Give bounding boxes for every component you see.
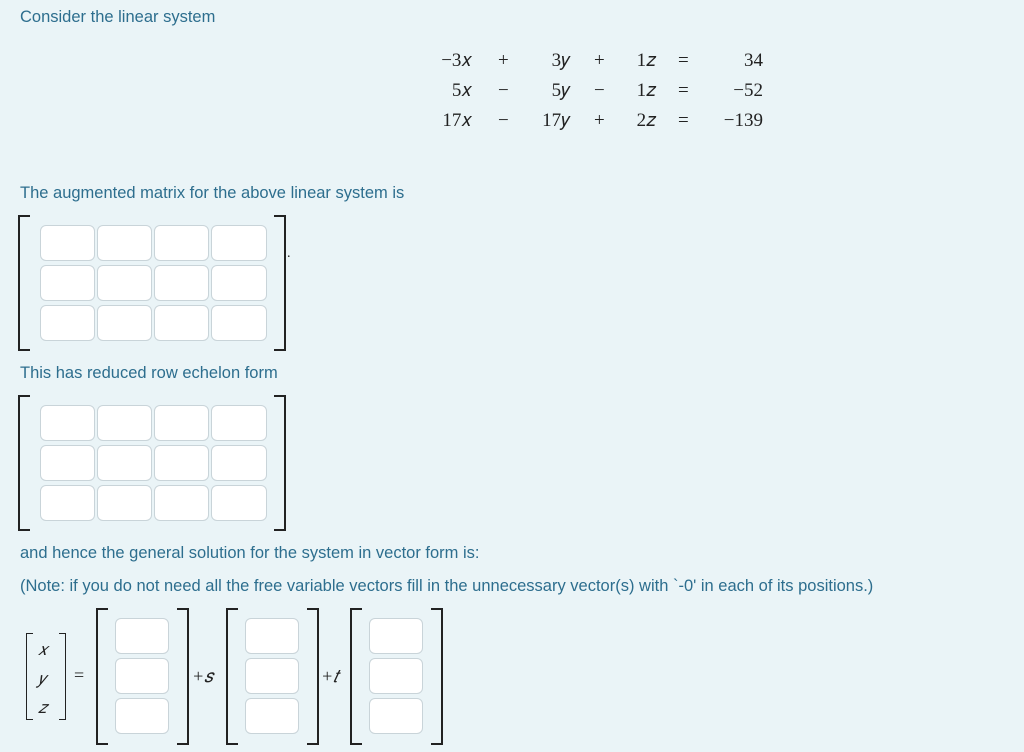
eq-r3-z: 2𝑧 [636, 110, 656, 131]
eq-r3-op1: − [498, 110, 509, 131]
t-vector-cell-3[interactable] [369, 698, 423, 734]
rref-cell-r2-c2[interactable] [97, 445, 152, 481]
eq-r2-z: 1𝑧 [636, 80, 656, 101]
aug-cell-r2-c1[interactable] [40, 265, 95, 301]
eq-r3-eq: = [678, 110, 689, 131]
aug-cell-r1-c4[interactable] [211, 225, 267, 261]
rref-bracket-right [274, 395, 286, 531]
plus-t-label: +𝑡 [321, 666, 339, 686]
rref-cell-r1-c3[interactable] [154, 405, 209, 441]
rref-label: This has reduced row echelon form [20, 364, 278, 382]
eq-r3-x: 17𝑥 [442, 110, 472, 131]
aug-cell-r3-c1[interactable] [40, 305, 95, 341]
rref-cell-r1-c4[interactable] [211, 405, 267, 441]
aug-cell-r2-c3[interactable] [154, 265, 209, 301]
general-solution-label: and hence the general solution for the system in vector form is: [20, 544, 480, 562]
eq-r2-rhs: −52 [733, 80, 763, 101]
var-vector-bracket-left [26, 633, 33, 720]
matrix-bracket-left [18, 215, 30, 351]
eq-r1-x: −3𝑥 [441, 50, 472, 71]
rref-cell-r1-c1[interactable] [40, 405, 95, 441]
aug-cell-r2-c4[interactable] [211, 265, 267, 301]
particular-bracket-left [96, 608, 108, 745]
aug-cell-r1-c3[interactable] [154, 225, 209, 261]
s-vector-cell-2[interactable] [245, 658, 299, 694]
rref-cell-r3-c1[interactable] [40, 485, 95, 521]
rref-cell-r1-c2[interactable] [97, 405, 152, 441]
particular-cell-1[interactable] [115, 618, 169, 654]
augmented-suffix: . [287, 246, 291, 261]
s-vector-cell-3[interactable] [245, 698, 299, 734]
var-x: 𝑥 [38, 640, 48, 659]
eq-r1-eq: = [678, 50, 689, 71]
s-vector-bracket-right [307, 608, 319, 745]
var-vector-bracket-right [59, 633, 66, 720]
t-vector-cell-1[interactable] [369, 618, 423, 654]
eq-r1-op1: + [498, 50, 509, 71]
eq-r1-y: 3𝑦 [551, 50, 570, 71]
particular-cell-3[interactable] [115, 698, 169, 734]
eq-r3-rhs: −139 [723, 110, 763, 131]
matrix-bracket-right [274, 215, 286, 351]
var-z: 𝑧 [38, 698, 47, 717]
aug-cell-r2-c2[interactable] [97, 265, 152, 301]
s-vector-bracket-left [226, 608, 238, 745]
aug-cell-r3-c3[interactable] [154, 305, 209, 341]
particular-cell-2[interactable] [115, 658, 169, 694]
eq-r3-op2: + [594, 110, 605, 131]
rref-cell-r3-c2[interactable] [97, 485, 152, 521]
eq-r1-rhs: 34 [744, 50, 763, 71]
eq-r2-op2: − [594, 80, 605, 101]
eq-r2-op1: − [498, 80, 509, 101]
aug-cell-r3-c2[interactable] [97, 305, 152, 341]
rref-bracket-left [18, 395, 30, 531]
aug-cell-r1-c1[interactable] [40, 225, 95, 261]
plus-s-label: +𝑠 [192, 666, 214, 686]
intro-text: Consider the linear system [20, 8, 216, 26]
aug-cell-r1-c2[interactable] [97, 225, 152, 261]
rref-cell-r2-c1[interactable] [40, 445, 95, 481]
eq-r1-op2: + [594, 50, 605, 71]
s-vector-cell-1[interactable] [245, 618, 299, 654]
augmented-label: The augmented matrix for the above linear system is [20, 184, 405, 202]
eq-r2-y: 5𝑦 [551, 80, 570, 101]
eq-r2-eq: = [678, 80, 689, 101]
rref-cell-r2-c4[interactable] [211, 445, 267, 481]
eq-r3-y: 17𝑦 [542, 110, 570, 131]
eq-r1-z: 1𝑧 [636, 50, 656, 71]
t-vector-cell-2[interactable] [369, 658, 423, 694]
t-vector-bracket-right [431, 608, 443, 745]
t-vector-bracket-left [350, 608, 362, 745]
aug-cell-r3-c4[interactable] [211, 305, 267, 341]
var-y: 𝑦 [38, 669, 46, 688]
rref-cell-r3-c3[interactable] [154, 485, 209, 521]
note-text: (Note: if you do not need all the free variable vectors fill in the unnecessary vector(s) with `-0' in each of its positions.) [20, 577, 874, 595]
particular-bracket-right [177, 608, 189, 745]
vector-equals: = [74, 665, 85, 685]
rref-cell-r3-c4[interactable] [211, 485, 267, 521]
rref-cell-r2-c3[interactable] [154, 445, 209, 481]
eq-r2-x: 5𝑥 [451, 80, 472, 101]
